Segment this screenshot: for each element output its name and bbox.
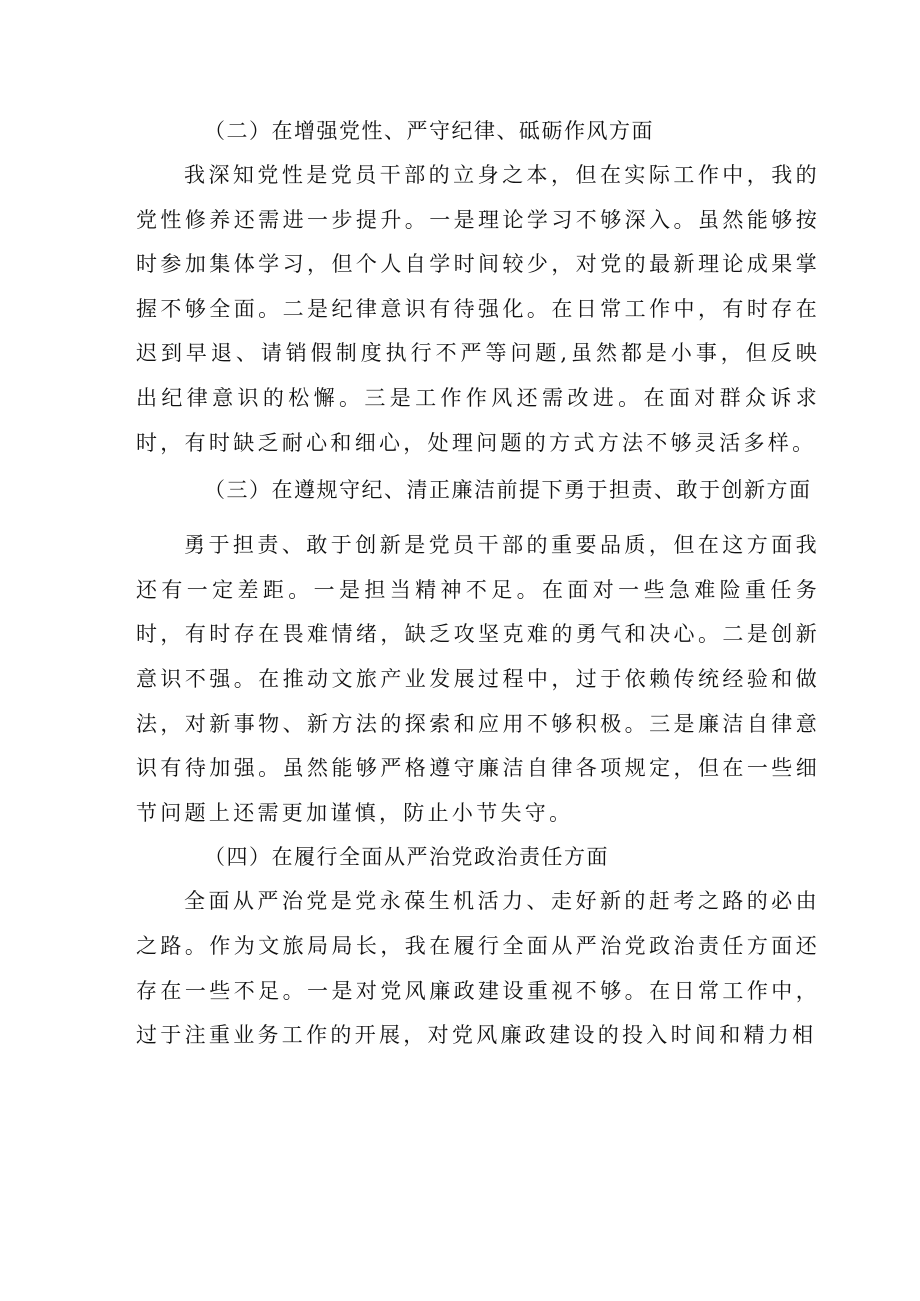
section-body-4: 全面从严治党是党永葆生机活力、走好新的赶考之路的必由之路。作为文旅局局长，我在履行全面从严治党政治责任方面还存在一些不足。一是对党风廉政建设重视不够。在日常工作中，过于注重业务工作的开展，对党风廉政建设的投入时间和精力相 — [136, 889, 820, 1048]
section-body-2: 我深知党性是党员干部的立身之本，但在实际工作中，我的党性修养还需进一步提升。一是理论学习不够深入。虽然能够按时参加集体学习，但个人自学时间较少，对党的最新理论成果掌握不够全面。二是纪律意识有待强化。在日常工作中，有时存在迟到早退、请销假制度执行不严等问题,虽然都是小事，但反映出纪律意识的松懈。三是工作作风还需改进。在面对群众诉求时，有时缺乏耐心和细心，处理问题的方式方法不够灵活多样。 — [136, 163, 820, 455]
section-heading-2: （二）在增强党性、严守纪律、砥砺作风方面 — [204, 119, 654, 143]
section-heading-3: （三）在遵规守纪、清正廉洁前提下勇于担责、敢于创新方面 — [204, 478, 812, 503]
section-heading-4: （四）在履行全面从严治党政治责任方面 — [204, 845, 609, 870]
section-body-3: 勇于担责、敢于创新是党员干部的重要品质，但在这方面我还有一定差距。一是担当精神不足。在面对一些急难险重任务时，有时存在畏难情绪，缺乏攻坚克难的勇气和决心。二是创新意识不强。在推动文旅产业发展过程中，过于依赖传统经验和做法，对新事物、新方法的探索和应用不够积极。三是廉洁自律意识有待加强。虽然能够严格遵守廉洁自律各项规定，但在一些细节问题上还需更加谨慎，防止小节失守。 — [136, 533, 820, 825]
